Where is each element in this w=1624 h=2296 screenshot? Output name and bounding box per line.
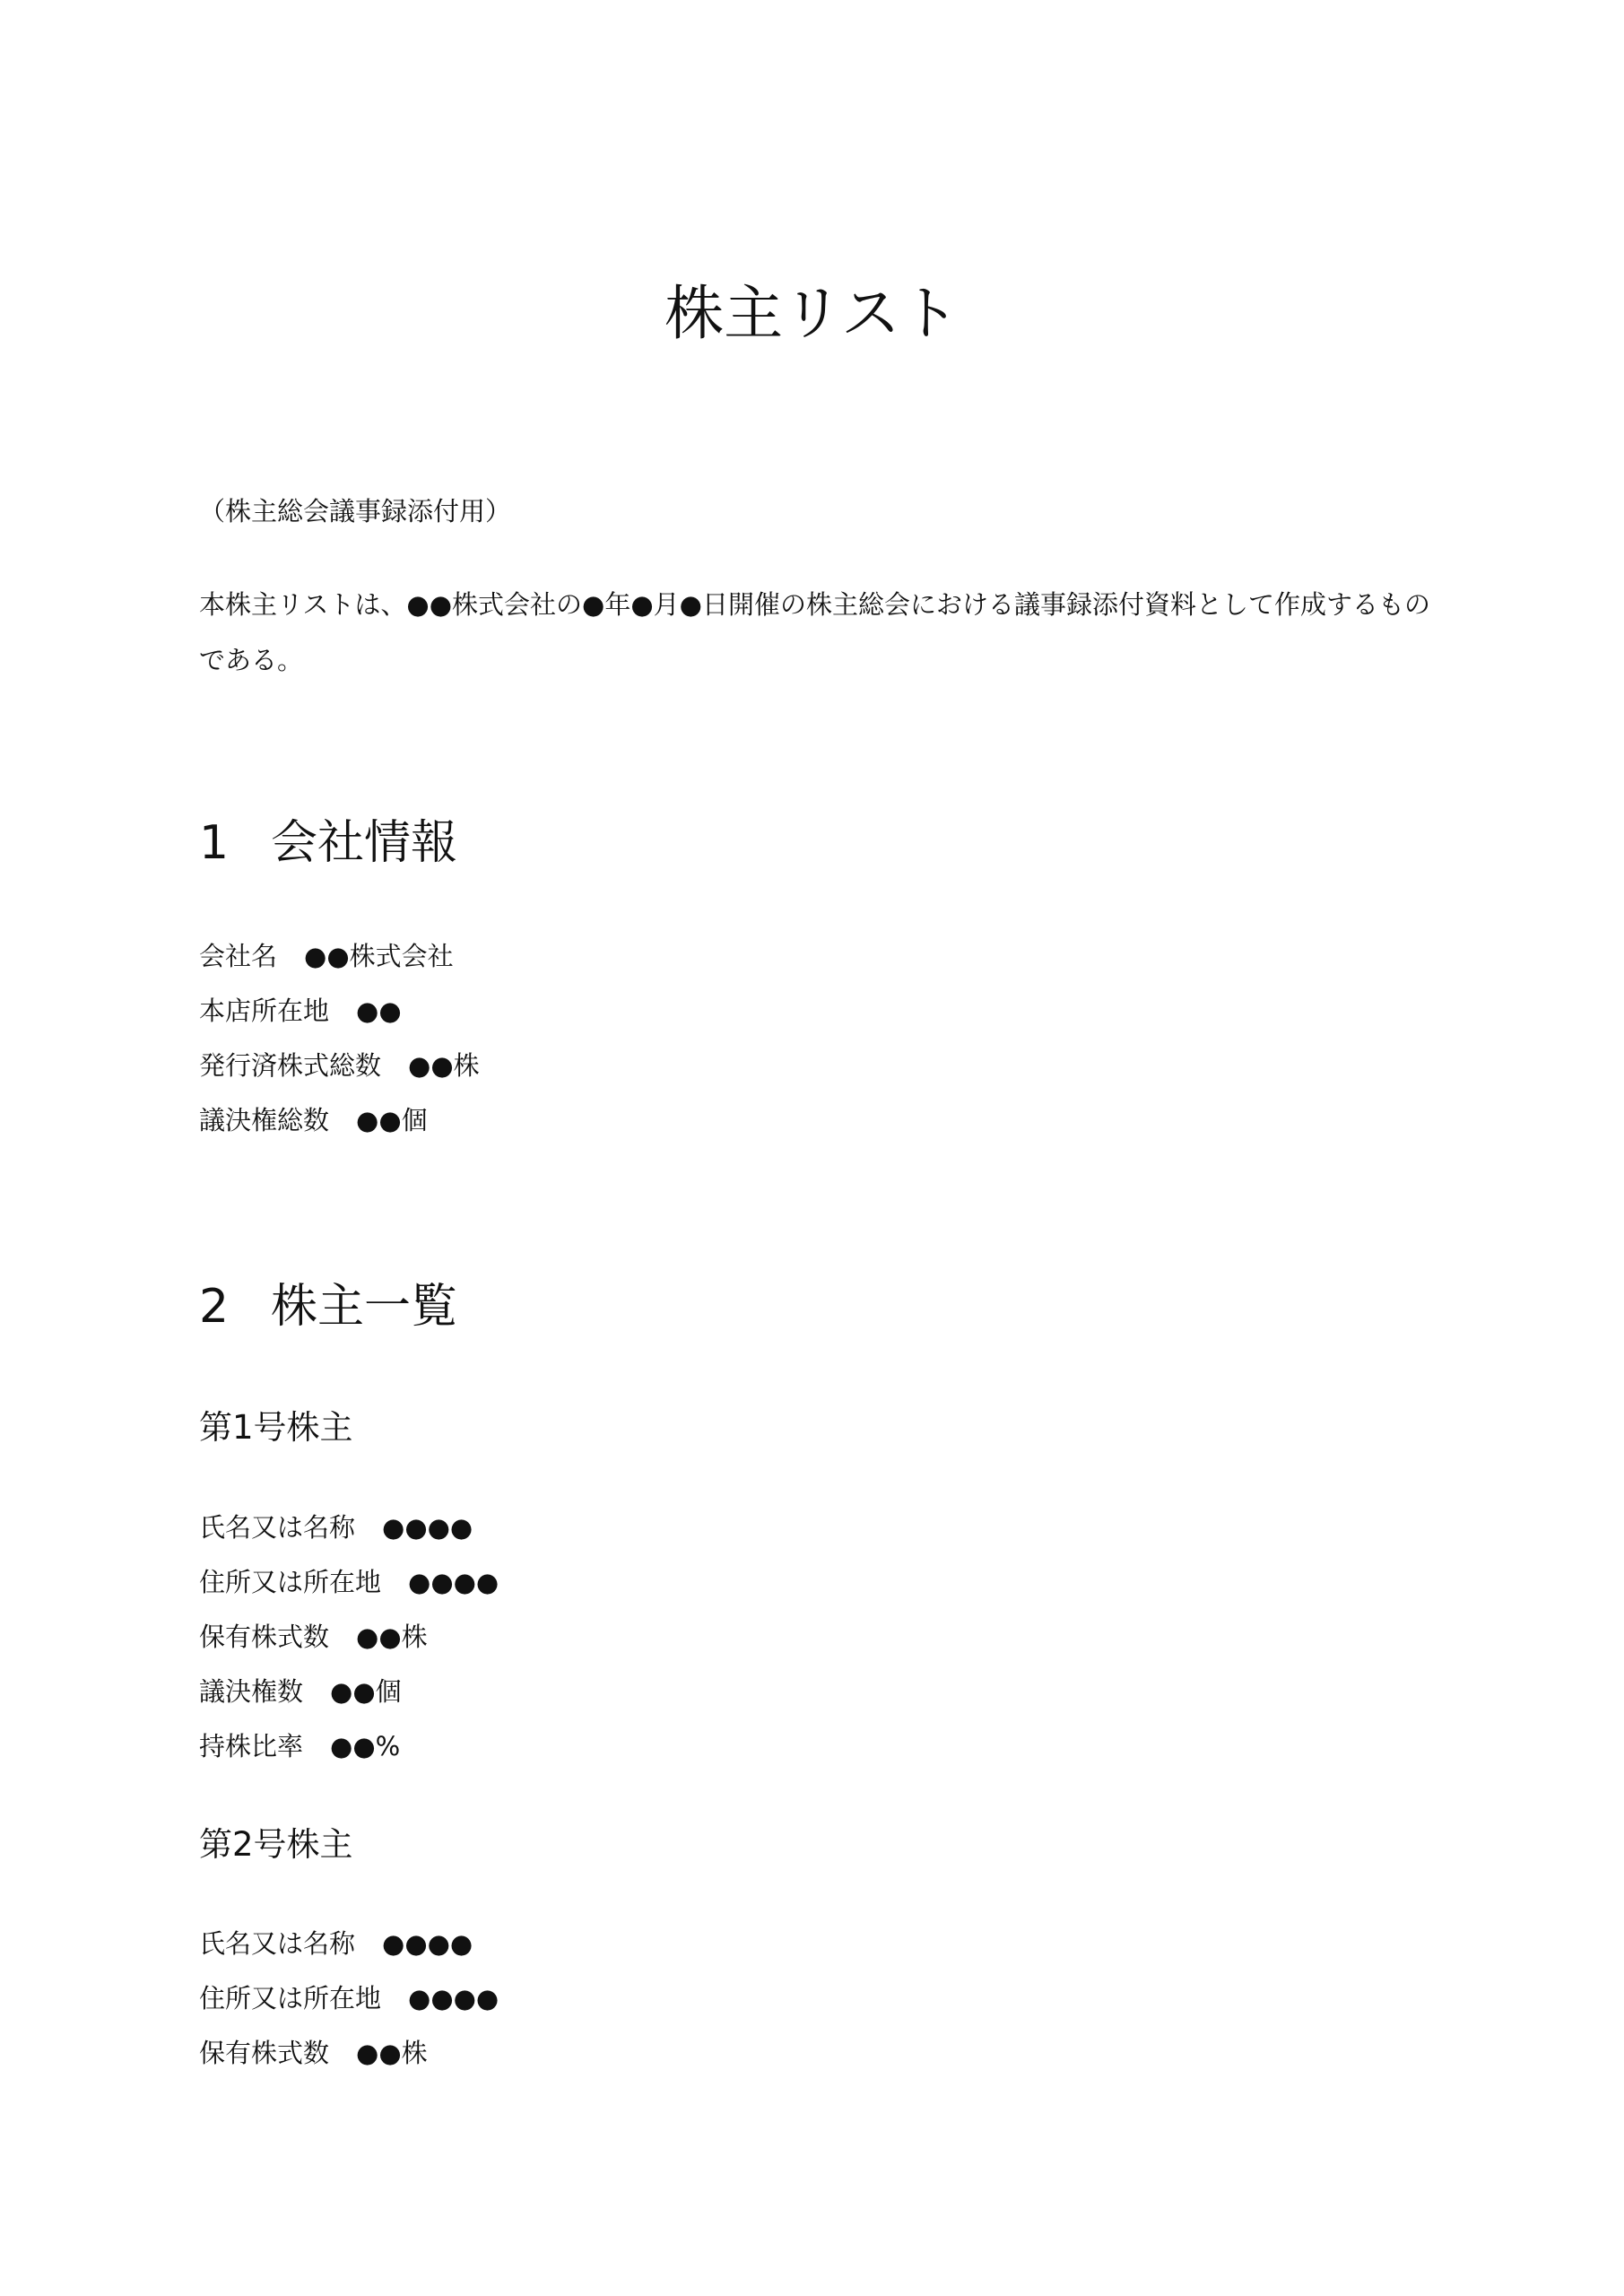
field-voting-rights: [199, 1672, 402, 1711]
field-label: 発行済株式総数: [199, 1050, 382, 1081]
field-label: 住所又は所在地: [199, 1983, 382, 2013]
document-title: 株主リスト: [664, 279, 960, 348]
field-company-name: [199, 936, 454, 976]
field-shares-held: [199, 2033, 428, 2073]
field-label: 議決権総数: [199, 1105, 330, 1135]
field-shares-held: [199, 1617, 428, 1657]
document-subtitle: （株主総会議事録添付用）: [199, 496, 512, 526]
field-value: ●●株: [356, 2038, 428, 2068]
field-label: 議決権数: [199, 1676, 304, 1707]
field-label: 会社名: [199, 941, 278, 971]
field-value: ●●: [356, 996, 402, 1026]
field-value: ●●●●: [382, 1512, 473, 1543]
field-value: ●●株式会社: [304, 941, 454, 971]
section-number: 2: [199, 1280, 230, 1334]
section-heading-company-info: [199, 812, 457, 874]
field-label: 氏名又は名称: [199, 1928, 356, 1959]
field-value: ●●%: [330, 1731, 401, 1761]
field-value: ●●株: [356, 1622, 428, 1652]
field-label: 保有株式数: [199, 2038, 330, 2068]
intro-paragraph: 本株主リストは、●●株式会社の●年●月●日開催の株主総会における議事録添付資料として作成するものである。: [199, 589, 1430, 675]
field-label: 氏名又は名称: [199, 1512, 356, 1543]
field-label: 持株比率: [199, 1731, 304, 1761]
field-shareholder-name: [199, 1924, 473, 1963]
section-number: 1: [199, 816, 230, 870]
field-shareholder-address: [199, 1979, 499, 2018]
field-label: 保有株式数: [199, 1622, 330, 1652]
field-value: ●●個: [330, 1676, 402, 1707]
field-label: 本店所在地: [199, 996, 330, 1026]
field-label: 住所又は所在地: [199, 1567, 382, 1597]
shareholder-heading: 第2号株主: [199, 1825, 353, 1864]
field-shareholding-ratio: [199, 1726, 400, 1766]
field-value: ●●株: [408, 1050, 480, 1081]
field-head-office: [199, 991, 402, 1031]
section-heading-shareholder-list: [199, 1275, 457, 1338]
field-shareholder-name: [199, 1508, 473, 1547]
field-value: ●●●●: [408, 1983, 499, 2013]
shareholder-heading: 第1号株主: [199, 1408, 353, 1447]
field-value: ●●●●: [382, 1928, 473, 1959]
section-title: 株主一覧: [271, 1280, 458, 1334]
field-value: ●●●●: [408, 1567, 499, 1597]
field-value: ●●個: [356, 1105, 428, 1135]
field-total-voting-rights: [199, 1100, 428, 1140]
section-title: 会社情報: [271, 816, 458, 870]
field-issued-shares: [199, 1046, 480, 1085]
field-shareholder-address: [199, 1562, 499, 1602]
